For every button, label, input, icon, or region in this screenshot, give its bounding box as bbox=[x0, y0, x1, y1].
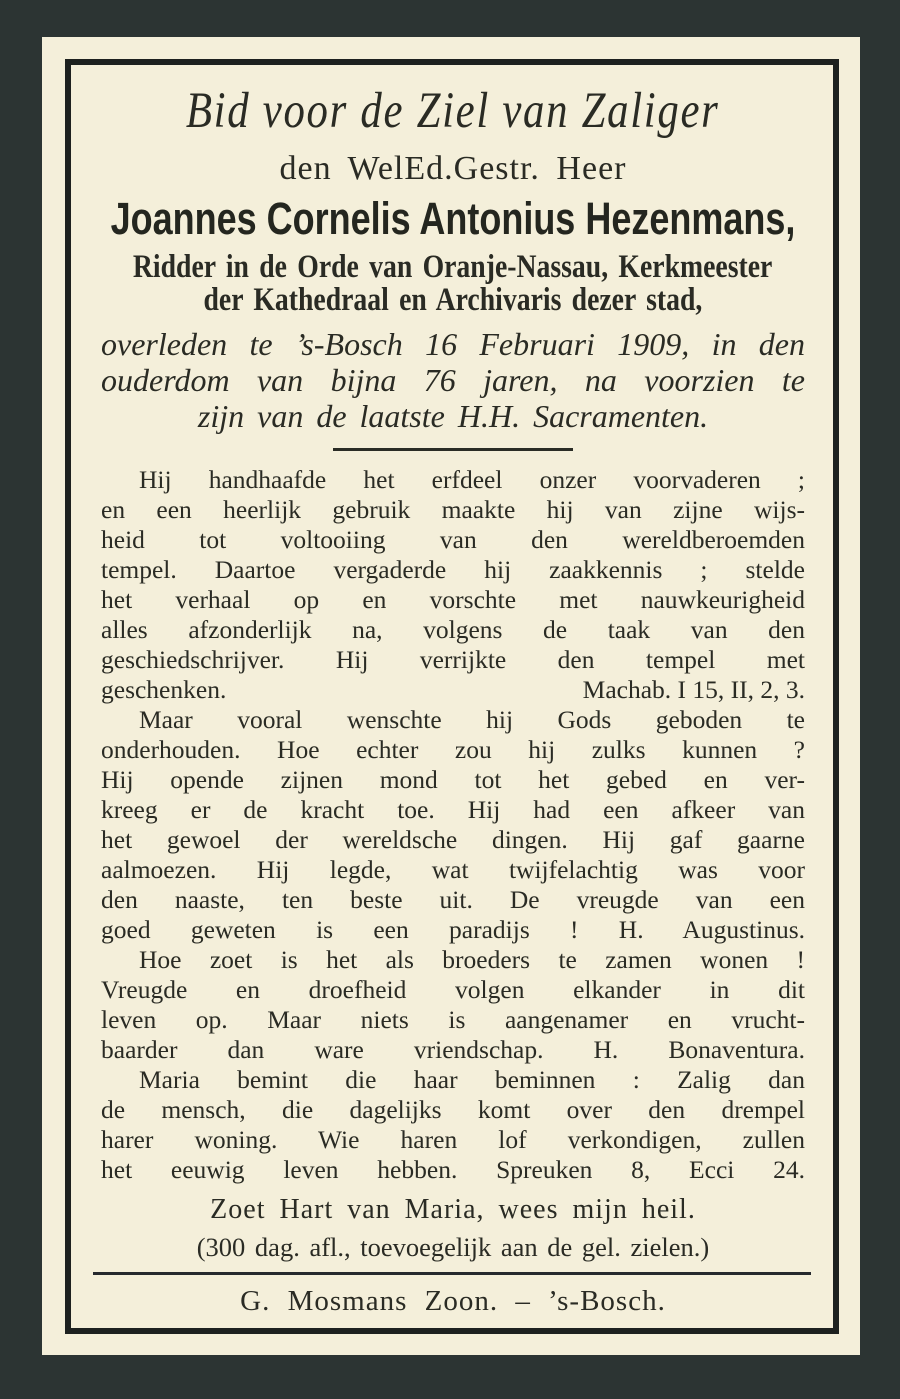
separator-rule bbox=[333, 448, 573, 451]
deceased-name-text: Joannes Cornelis Antonius Hezenmans, bbox=[110, 193, 796, 244]
body-line: heid tot voltooiing van den wereldberoemden bbox=[101, 525, 805, 554]
salutation-line: den WelEd.Gestr. Heer bbox=[279, 150, 627, 187]
body-line: Hoe zoet is het als broeders te zamen wonen ! bbox=[139, 945, 805, 974]
body-line: geschiedschrijver. Hij verrijkte den tempel met bbox=[101, 645, 805, 674]
body-line: Hij opende zijnen mond tot het gebed en ver- bbox=[101, 765, 805, 794]
printer-footer bbox=[101, 1264, 805, 1330]
title-line bbox=[101, 284, 805, 317]
body-line-text: geschenken. bbox=[101, 675, 227, 704]
invocation-text: Bid voor de Ziel van Zaliger bbox=[186, 83, 720, 139]
aspiration-line: Zoet Hart van Maria, wees mijn heil. bbox=[210, 1194, 696, 1225]
body-line: Maria bemint die haar beminnen : Zalig dan bbox=[139, 1065, 805, 1094]
body-line: tempel. Daartoe vergaderde hij zaakkennis ; stelde bbox=[101, 555, 805, 584]
paragraph bbox=[101, 945, 805, 1065]
obit-line: ouderdom van bijna 76 jaren, na voorzien te bbox=[101, 362, 805, 398]
body-line: harer woning. Wie haren lof verkondigen, zullen bbox=[101, 1125, 805, 1154]
body-line: kreeg er de kracht toe. Hij had een afkeer van bbox=[101, 795, 805, 824]
honorific-titles bbox=[101, 251, 805, 317]
paragraph bbox=[101, 1065, 805, 1185]
paragraph bbox=[101, 705, 805, 945]
obit-line: overleden te ’s-Bosch 16 Februari 1909, in den bbox=[101, 326, 805, 362]
title-line-text: der Kathedraal en Archivaris dezer stad, bbox=[203, 282, 703, 318]
closing-prayer bbox=[101, 1185, 805, 1264]
printer-imprint: G. Mosmans Zoon. – ’s-Bosch. bbox=[240, 1285, 666, 1317]
deceased-name-heading bbox=[101, 193, 805, 245]
scripture-citation: Machab. I 15, II, 2, 3. bbox=[582, 675, 805, 704]
body-line: het verhaal op en vorschte met nauwkeurigheid bbox=[101, 585, 805, 614]
indulgence-line: (300 dag. afl., toevoegelijk aan de gel. zielen.) bbox=[196, 1232, 710, 1262]
prayer-body-text bbox=[101, 465, 805, 1185]
body-line: alles afzonderlijk na, volgens de taak van den bbox=[101, 615, 805, 644]
body-line: baarder dan ware vriendschap. H. Bonaventura. bbox=[101, 1035, 805, 1064]
body-line: en een heerlijk gebruik maakte hij van zijne wijs- bbox=[101, 495, 805, 524]
body-line: de mensch, die dagelijks komt over den drempel bbox=[101, 1095, 805, 1124]
body-line: Hij handhaafde het erfdeel onzer voorvaderen ; bbox=[139, 465, 805, 494]
title-line-text: Ridder in de Orde van Oranje-Nassau, Kerkmeester bbox=[133, 249, 773, 285]
body-line: Vreugde en droefheid volgen elkander in dit bbox=[101, 975, 805, 1004]
body-line: leven op. Maar niets is aangenamer en vrucht- bbox=[101, 1005, 805, 1034]
obituary-statement bbox=[101, 326, 805, 434]
body-line: het gewoel der wereldsche dingen. Hij gaf gaarne bbox=[101, 825, 805, 854]
paragraph bbox=[101, 465, 805, 705]
card-border-frame bbox=[65, 59, 839, 1334]
card-content bbox=[71, 65, 833, 1328]
invocation-heading bbox=[101, 81, 805, 141]
memorial-card bbox=[42, 37, 860, 1355]
body-line: Maar vooral wenschte hij Gods geboden te bbox=[139, 705, 805, 734]
body-line: het eeuwig leven hebben. Spreuken 8, Ecci 24. bbox=[101, 1155, 805, 1184]
body-line: onderhouden. Hoe echter zou hij zulks kunnen ? bbox=[101, 735, 805, 764]
body-line: aalmoezen. Hij legde, wat twijfelachtig was voor bbox=[101, 855, 805, 884]
body-line-with-citation bbox=[101, 675, 805, 705]
title-line bbox=[101, 251, 805, 284]
body-line: den naaste, ten beste uit. De vreugde van een bbox=[101, 885, 805, 914]
obit-line: zijn van de laatste H.H. Sacramenten. bbox=[197, 398, 709, 434]
body-line: goed geweten is een paradijs ! H. Augustinus. bbox=[101, 915, 805, 944]
